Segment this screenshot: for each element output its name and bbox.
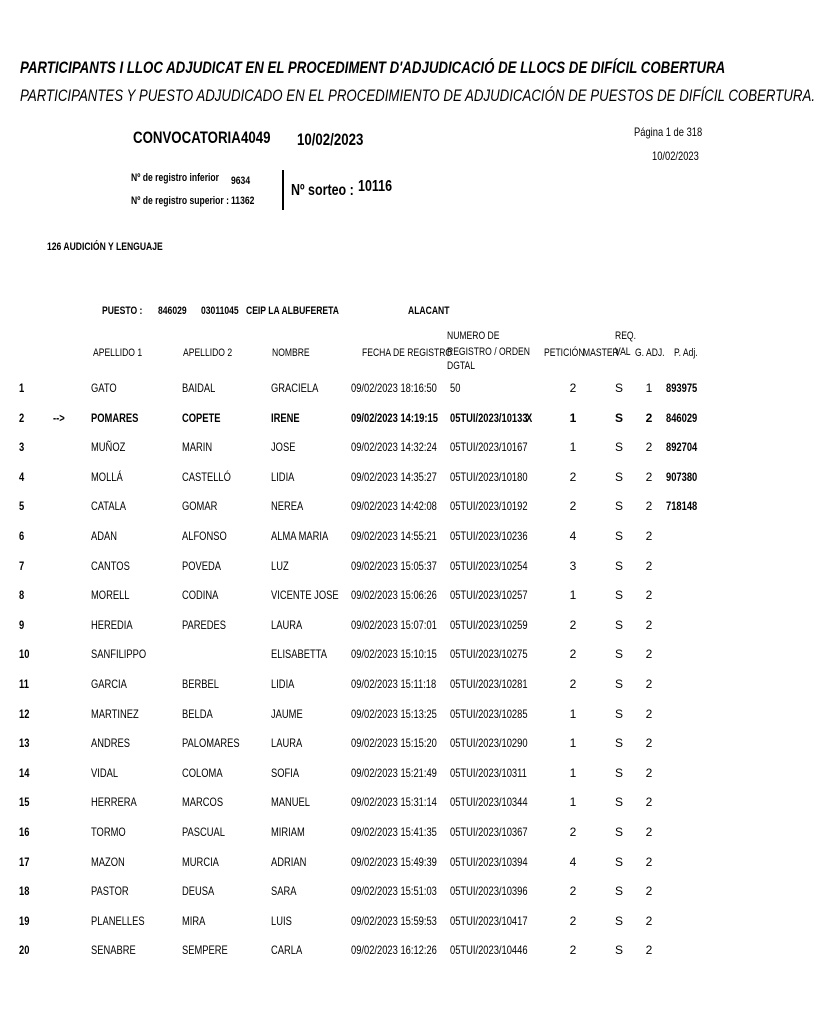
cell-gadj: 2 xyxy=(645,677,653,691)
col-apellido1: APELLIDO 1 xyxy=(93,347,143,359)
cell-registro: 50 xyxy=(450,381,461,395)
cell-req-val: S xyxy=(614,736,623,751)
cell-req-val: S xyxy=(614,825,623,839)
cell-padj: 907380 xyxy=(666,469,698,484)
cell-apellido2: BERBEL xyxy=(182,677,219,691)
puesto-label: PUESTO : xyxy=(102,305,143,317)
cell-req-val: S xyxy=(614,854,623,869)
cell-x xyxy=(526,529,536,543)
cell-apellido2: MARIN xyxy=(182,440,213,455)
cell-apellido1: GATO xyxy=(91,381,117,395)
cell-fecha: 09/02/2023 15:51:03 xyxy=(351,884,437,899)
cell-apellido2: SEMPERE xyxy=(182,943,228,958)
cell-padj xyxy=(666,647,716,661)
cell-req-val: S xyxy=(614,706,623,721)
cell-apellido1: HEREDIA xyxy=(91,617,133,632)
cell-apellido1: CATALA xyxy=(91,499,127,514)
row-marker xyxy=(53,647,73,661)
row-marker xyxy=(53,766,73,780)
page-date: 10/02/2023 xyxy=(652,149,699,163)
cell-registro: 05TUI/2023/10290 xyxy=(450,736,528,751)
cell-padj xyxy=(666,855,716,869)
cell-registro: 05TUI/2023/10133 xyxy=(450,410,528,425)
cell-apellido1: PASTOR xyxy=(91,884,129,899)
cell-req-val: S xyxy=(614,588,623,603)
cell-peticion: 1 xyxy=(569,410,577,425)
cell-x xyxy=(526,470,536,484)
row-marker xyxy=(53,618,73,632)
cell-apellido1: MARTINEZ xyxy=(91,706,139,721)
row-marker xyxy=(53,440,73,454)
row-number: 5 xyxy=(19,499,25,514)
cell-apellido2: ALFONSO xyxy=(182,529,227,543)
cell-req-val: S xyxy=(614,469,623,484)
row-marker xyxy=(53,795,73,809)
cell-x xyxy=(526,440,536,454)
registro-inferior-value: 9634 xyxy=(231,175,251,187)
row-marker xyxy=(53,470,73,484)
row-marker xyxy=(53,825,73,839)
cell-x xyxy=(526,855,536,869)
row-number: 3 xyxy=(19,440,25,455)
cell-registro: 05TUI/2023/10275 xyxy=(450,647,528,662)
cell-fecha: 09/02/2023 15:59:53 xyxy=(351,913,437,928)
row-marker xyxy=(53,588,73,602)
cell-peticion: 2 xyxy=(569,469,577,484)
cell-apellido1: PLANELLES xyxy=(91,913,145,928)
cell-peticion: 2 xyxy=(569,943,577,958)
cell-req-val: S xyxy=(614,381,623,395)
cell-gadj: 2 xyxy=(645,440,653,455)
cell-fecha: 09/02/2023 16:12:26 xyxy=(351,943,437,958)
cell-fecha: 09/02/2023 18:16:50 xyxy=(351,381,437,395)
cell-x xyxy=(526,825,536,839)
cell-apellido1: MOLLÁ xyxy=(91,469,123,484)
cell-nombre: IRENE xyxy=(271,410,300,425)
cell-req-val: S xyxy=(614,440,623,455)
cell-fecha: 09/02/2023 14:35:27 xyxy=(351,469,437,484)
cell-peticion: 1 xyxy=(569,706,577,721)
cell-req-val: S xyxy=(614,943,623,958)
cell-req-val: S xyxy=(614,529,623,543)
cell-apellido2: CASTELLÓ xyxy=(182,469,231,484)
cell-registro: 05TUI/2023/10257 xyxy=(450,588,528,603)
row-number: 2 xyxy=(19,410,25,425)
cell-registro: 05TUI/2023/10396 xyxy=(450,884,528,899)
convocatoria-number: 4049 xyxy=(241,128,271,147)
cell-x xyxy=(526,707,536,721)
col-nombre: NOMBRE xyxy=(272,347,310,359)
cell-apellido1: VIDAL xyxy=(91,765,119,780)
cell-peticion: 1 xyxy=(569,765,577,780)
row-number: 16 xyxy=(19,825,30,839)
cell-apellido2: COLOMA xyxy=(182,765,223,780)
cell-nombre: MANUEL xyxy=(271,795,311,810)
cell-apellido2 xyxy=(182,647,268,661)
cell-fecha: 09/02/2023 15:49:39 xyxy=(351,854,437,869)
cell-fecha: 09/02/2023 14:42:08 xyxy=(351,499,437,514)
cell-x xyxy=(526,647,536,661)
cell-registro: 05TUI/2023/10192 xyxy=(450,499,528,514)
cell-nombre: SARA xyxy=(271,884,297,899)
cell-nombre: LAURA xyxy=(271,617,303,632)
row-marker xyxy=(53,884,73,898)
page-number: Página 1 de 318 xyxy=(634,125,703,139)
cell-apellido2: MURCIA xyxy=(182,854,219,869)
cell-gadj: 2 xyxy=(645,943,653,958)
cell-req-val: S xyxy=(614,884,623,899)
cell-peticion: 2 xyxy=(569,825,577,839)
convocatoria-date: 10/02/2023 xyxy=(297,130,364,149)
cell-registro: 05TUI/2023/10394 xyxy=(450,854,528,869)
cell-registro: 05TUI/2023/10281 xyxy=(450,677,528,691)
row-number: 17 xyxy=(19,854,30,869)
divider-line xyxy=(282,170,284,210)
cell-gadj: 2 xyxy=(645,825,653,839)
cell-gadj: 2 xyxy=(645,913,653,928)
row-marker xyxy=(53,559,73,573)
cell-apellido2: GOMAR xyxy=(182,499,218,514)
cell-padj xyxy=(666,766,716,780)
col-numero-line2: REGISTRO / ORDEN xyxy=(447,346,530,358)
cell-peticion: 2 xyxy=(569,677,577,691)
centre-name: CEIP LA ALBUFERETA xyxy=(246,305,339,317)
registro-superior-label: Nº de registro superior : xyxy=(131,195,230,207)
cell-nombre: GRACIELA xyxy=(271,381,319,395)
cell-req-val: S xyxy=(614,499,623,514)
cell-gadj: 2 xyxy=(645,469,653,484)
cell-nombre: LIDIA xyxy=(271,469,295,484)
cell-registro: 05TUI/2023/10367 xyxy=(450,825,528,839)
convocatoria-label: CONVOCATORIA : xyxy=(133,128,249,147)
cell-apellido1: MORELL xyxy=(91,588,130,603)
cell-padj xyxy=(666,618,716,632)
cell-peticion: 2 xyxy=(569,913,577,928)
col-peticion: PETICIÓN xyxy=(544,347,585,359)
cell-gadj: 2 xyxy=(645,884,653,899)
cell-padj xyxy=(666,795,716,809)
row-number: 9 xyxy=(19,617,25,632)
cell-gadj: 2 xyxy=(645,795,653,810)
cell-apellido2: PALOMARES xyxy=(182,736,240,751)
cell-padj: 892704 xyxy=(666,440,698,455)
row-marker xyxy=(53,914,73,928)
cell-peticion: 4 xyxy=(569,529,577,543)
row-number: 4 xyxy=(19,469,25,484)
cell-x xyxy=(526,381,536,395)
cell-registro: 05TUI/2023/10417 xyxy=(450,913,528,928)
col-master: MASTER xyxy=(583,347,619,359)
cell-peticion: 2 xyxy=(569,499,577,514)
centre-code: 03011045 xyxy=(201,305,239,317)
cell-nombre: JAUME xyxy=(271,706,303,721)
cell-padj: 718148 xyxy=(666,499,698,514)
registro-superior-value: 11362 xyxy=(231,195,255,207)
row-marker xyxy=(53,677,73,691)
cell-nombre: LUIS xyxy=(271,913,292,928)
row-marker xyxy=(53,943,73,957)
row-marker xyxy=(53,855,73,869)
cell-gadj: 2 xyxy=(645,736,653,751)
sorteo-value: 10116 xyxy=(358,178,393,195)
cell-peticion: 1 xyxy=(569,736,577,751)
cell-x xyxy=(526,736,536,750)
cell-fecha: 09/02/2023 15:10:15 xyxy=(351,647,437,662)
col-fecha: FECHA DE REGISTRO xyxy=(362,347,453,359)
cell-apellido1: ANDRES xyxy=(91,736,131,751)
cell-apellido1: ADAN xyxy=(91,529,118,543)
cell-x xyxy=(526,588,536,602)
cell-apellido1: SENABRE xyxy=(91,943,136,958)
cell-apellido1: CANTOS xyxy=(91,558,130,573)
cell-req-val: S xyxy=(614,410,623,425)
cell-apellido2: COPETE xyxy=(182,410,221,425)
cell-registro: 05TUI/2023/10259 xyxy=(450,617,528,632)
cell-registro: 05TUI/2023/10236 xyxy=(450,529,528,543)
cell-registro: 05TUI/2023/10344 xyxy=(450,795,528,810)
cell-nombre: MIRIAM xyxy=(271,825,305,839)
cell-peticion: 1 xyxy=(569,795,577,810)
cell-registro: 05TUI/2023/10254 xyxy=(450,558,528,573)
cell-x xyxy=(526,677,536,691)
cell-apellido1: POMARES xyxy=(91,410,139,425)
cell-peticion: 3 xyxy=(569,558,577,573)
cell-apellido1: TORMO xyxy=(91,825,126,839)
cell-gadj: 1 xyxy=(645,381,653,395)
cell-registro: 05TUI/2023/10446 xyxy=(450,943,528,958)
cell-gadj: 2 xyxy=(645,558,653,573)
cell-fecha: 09/02/2023 15:15:20 xyxy=(351,736,437,751)
cell-nombre: ADRIAN xyxy=(271,854,307,869)
cell-apellido2: BELDA xyxy=(182,706,213,721)
cell-registro: 05TUI/2023/10285 xyxy=(450,706,528,721)
row-number: 19 xyxy=(19,913,30,928)
cell-nombre: ELISABETTA xyxy=(271,647,328,662)
cell-req-val: S xyxy=(614,647,623,662)
cell-fecha: 09/02/2023 15:07:01 xyxy=(351,617,437,632)
cell-peticion: 2 xyxy=(569,617,577,632)
cell-fecha: 09/02/2023 15:06:26 xyxy=(351,588,437,603)
row-number: 6 xyxy=(19,529,25,543)
cell-padj xyxy=(666,825,716,839)
cell-fecha: 09/02/2023 15:31:14 xyxy=(351,795,437,810)
cell-gadj: 2 xyxy=(645,588,653,603)
cell-peticion: 2 xyxy=(569,884,577,899)
cell-apellido2: BAIDAL xyxy=(182,381,216,395)
cell-req-val: S xyxy=(614,913,623,928)
cell-nombre: JOSE xyxy=(271,440,296,455)
cell-peticion: 1 xyxy=(569,440,577,455)
cell-fecha: 09/02/2023 14:32:24 xyxy=(351,440,437,455)
row-number: 20 xyxy=(19,943,30,958)
cell-fecha: 09/02/2023 14:55:21 xyxy=(351,529,437,543)
cell-gadj: 2 xyxy=(645,706,653,721)
row-number: 8 xyxy=(19,588,25,603)
row-number: 11 xyxy=(19,677,29,691)
cell-padj xyxy=(666,559,716,573)
city: ALACANT xyxy=(408,305,450,317)
cell-x xyxy=(526,943,536,957)
cell-gadj: 2 xyxy=(645,617,653,632)
cell-x xyxy=(526,499,536,513)
row-number: 12 xyxy=(19,706,30,721)
cell-nombre: CARLA xyxy=(271,943,303,958)
cell-apellido1: GARCIA xyxy=(91,677,127,691)
cell-fecha: 09/02/2023 15:21:49 xyxy=(351,765,437,780)
cell-padj xyxy=(666,529,716,543)
row-number: 14 xyxy=(19,765,30,780)
col-numero-line3: DGTAL xyxy=(447,360,475,372)
col-req-line2: VAL xyxy=(615,346,631,358)
col-req-line1: REQ. xyxy=(615,330,636,342)
cell-gadj: 2 xyxy=(645,647,653,662)
cell-nombre: ALMA MARIA xyxy=(271,529,329,543)
cell-x xyxy=(526,914,536,928)
cell-gadj: 2 xyxy=(645,765,653,780)
row-number: 10 xyxy=(19,647,30,662)
col-numero-line1: NUMERO DE xyxy=(447,330,500,342)
cell-nombre: LIDIA xyxy=(271,677,295,691)
cell-req-val: S xyxy=(614,677,623,691)
cell-apellido1: HERRERA xyxy=(91,795,137,810)
row-marker xyxy=(53,529,73,543)
cell-padj xyxy=(666,736,716,750)
cell-fecha: 09/02/2023 15:11:18 xyxy=(351,677,437,691)
cell-apellido2: MARCOS xyxy=(182,795,224,810)
row-number: 1 xyxy=(19,381,25,395)
cell-padj xyxy=(666,588,716,602)
cell-req-val: S xyxy=(614,765,623,780)
col-padj: P. Adj. xyxy=(674,347,698,359)
cell-apellido2: POVEDA xyxy=(182,558,222,573)
col-apellido2: APELLIDO 2 xyxy=(183,347,233,359)
cell-fecha: 09/02/2023 15:13:25 xyxy=(351,706,437,721)
cell-registro: 05TUI/2023/10180 xyxy=(450,469,528,484)
cell-nombre: VICENTE JOSE xyxy=(271,588,339,603)
row-marker xyxy=(53,707,73,721)
cell-peticion: 4 xyxy=(569,854,577,869)
sorteo-label: Nº sorteo : xyxy=(291,182,354,199)
cell-padj xyxy=(666,707,716,721)
title-catalan: PARTICIPANTS I LLOC ADJUDICAT EN EL PROCEDIMENT D'ADJUDICACIÓ DE LLOCS DE DIFÍCIL COBERTURA xyxy=(20,58,726,77)
cell-gadj: 2 xyxy=(645,854,653,869)
registro-inferior-label: Nº de registro inferior xyxy=(131,172,220,184)
cell-padj xyxy=(666,884,716,898)
cell-peticion: 2 xyxy=(569,381,577,395)
cell-fecha: 09/02/2023 15:05:37 xyxy=(351,558,437,573)
cell-padj xyxy=(666,914,716,928)
row-marker xyxy=(53,736,73,750)
cell-x xyxy=(526,766,536,780)
cell-req-val: S xyxy=(614,617,623,632)
cell-x xyxy=(526,618,536,632)
title-spanish: PARTICIPANTES Y PUESTO ADJUDICADO EN EL PROCEDIMIENTO DE ADJUDICACIÓN DE PUESTOS DE DIFÍCIL COBERTURA. xyxy=(20,86,815,105)
cell-gadj: 2 xyxy=(645,529,653,543)
cell-registro: 05TUI/2023/10311 xyxy=(450,765,527,780)
row-marker: --> xyxy=(53,410,65,425)
cell-apellido1: MAZON xyxy=(91,854,125,869)
row-marker xyxy=(53,381,73,395)
row-number: 7 xyxy=(19,558,25,573)
cell-nombre: SOFIA xyxy=(271,765,300,780)
cell-peticion: 2 xyxy=(569,647,577,662)
row-number: 13 xyxy=(19,736,30,751)
col-gadj: G. ADJ. xyxy=(635,347,665,359)
cell-padj xyxy=(666,677,716,691)
cell-nombre: LUZ xyxy=(271,558,289,573)
cell-gadj: 2 xyxy=(645,410,653,425)
cell-padj: 893975 xyxy=(666,381,698,395)
cell-apellido2: DEUSA xyxy=(182,884,215,899)
cell-apellido2: CODINA xyxy=(182,588,219,603)
cell-apellido2: PASCUAL xyxy=(182,825,226,839)
cell-x xyxy=(526,559,536,573)
cell-x: X xyxy=(526,410,533,425)
cell-fecha: 09/02/2023 15:41:35 xyxy=(351,825,437,839)
cell-peticion: 1 xyxy=(569,588,577,603)
cell-apellido1: MUÑOZ xyxy=(91,440,126,455)
cell-nombre: NEREA xyxy=(271,499,304,514)
cell-nombre: LAURA xyxy=(271,736,303,751)
cell-x xyxy=(526,884,536,898)
specialty-heading: 126 AUDICIÓN Y LENGUAJE xyxy=(47,241,163,253)
cell-padj: 846029 xyxy=(666,410,698,425)
cell-fecha: 09/02/2023 14:19:15 xyxy=(351,410,438,425)
row-number: 15 xyxy=(19,795,30,810)
cell-apellido2: PAREDES xyxy=(182,617,227,632)
cell-registro: 05TUI/2023/10167 xyxy=(450,440,528,455)
cell-padj xyxy=(666,943,716,957)
cell-apellido2: MIRA xyxy=(182,913,206,928)
puesto-code: 846029 xyxy=(158,305,187,317)
cell-gadj: 2 xyxy=(645,499,653,514)
row-marker xyxy=(53,499,73,513)
cell-req-val: S xyxy=(614,795,623,810)
cell-x xyxy=(526,795,536,809)
cell-apellido1: SANFILIPPO xyxy=(91,647,147,662)
cell-req-val: S xyxy=(614,558,623,573)
row-number: 18 xyxy=(19,884,30,899)
